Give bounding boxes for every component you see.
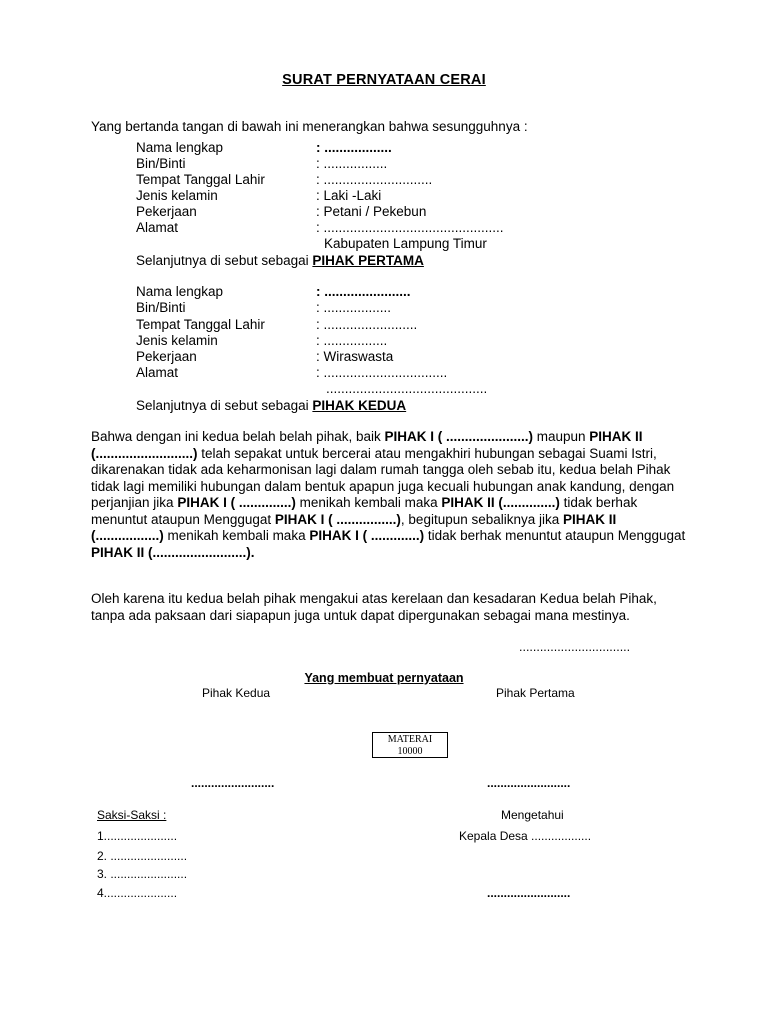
agreement-text: Bahwa dengan ini kedua belah belah pihak, baik [91,429,385,444]
village-head-signature-line: ......................... [487,886,571,900]
party2-job-label: Pekerjaan [136,349,197,364]
agreement-party-ref: PIHAK I ( ..............) [177,495,296,510]
document-title: SURAT PERNYATAAN CERAI [282,72,486,88]
signature-heading: Yang membuat pernyataan [304,671,464,685]
agreement-party-ref: PIHAK II (.................) [91,511,617,543]
party2-designation-prefix: Selanjutnya di sebut sebagai [136,398,313,413]
party1-gender-label: Jenis kelamin [136,188,218,203]
witness-item-1: 1...................... [97,829,178,843]
approval-heading: Mengetahui [501,808,564,822]
agreement-party-ref: PIHAK I ( ................) [274,511,401,527]
party1-job-label: Pekerjaan [136,204,197,219]
party2-bin-label: Bin/Binti [136,300,186,315]
materai-value: 10000 [397,746,423,757]
closing-paragraph: Oleh karena itu kedua belah pihak mengakui atas kerelaan dan kesadaran Kedua belah Pihak, tanpa ada paksaan dari siapapun juga untuk dapat dipergunakan sebagai mana mestinya. [91,591,657,623]
party2-bin-value: : .................. [316,300,392,315]
party1-designation-label: PIHAK PERTAMA [312,253,424,268]
party1-designation [136,253,424,268]
intro-text: Yang bertanda tangan di bawah ini menerangkan bahwa sesungguhnya : [91,119,528,134]
party1-birth-value: : ............................. [316,172,433,187]
party1-bin-label: Bin/Binti [136,156,186,171]
agreement-text: menikah kembali maka [163,528,310,543]
party2-gender-value: : ................. [316,333,388,348]
left-signature-line: ......................... [191,776,275,790]
agreement-text: tidak berhak menuntut ataupun Menggugat [424,528,686,543]
party1-gender-value: : Laki -Laki [316,188,382,203]
party1-address-line2: Kabupaten Lampung Timur [324,236,487,251]
signer-left-label: Pihak Kedua [202,686,271,700]
party2-designation-label: PIHAK KEDUA [312,398,407,413]
agreement-party-ref: PIHAK II (..............) [441,495,560,510]
party1-designation-prefix: Selanjutnya di sebut sebagai [136,253,313,268]
party1-address-value: : ................................................ [316,220,504,235]
materai-label: MATERAI [387,734,433,745]
witness-item-2: 2. ....................... [97,849,188,863]
witness-item-3: 3. ....................... [97,867,188,881]
party1-address-label: Alamat [136,220,179,235]
agreement-text: tidak berhak menuntut ataupun Menggugat [91,495,638,527]
witness-item-4: 4...................... [97,886,178,900]
party2-name-label: Nama lengkap [136,284,224,299]
party1-birth-label: Tempat Tanggal Lahir [136,172,265,187]
village-head-label: Kepala Desa .................. [459,829,592,843]
agreement-text: maupun [533,429,590,444]
party2-designation [136,398,406,413]
party2-name-value: : ....................... [316,284,411,299]
party1-bin-value: : ................. [316,156,388,171]
materai-stamp-box [372,732,448,758]
party1-name-label: Nama lengkap [136,140,224,155]
party2-job-value: : Wiraswasta [316,349,394,364]
party2-address-value: : ................................. [316,365,448,380]
agreement-paragraph [91,429,691,561]
agreement-party-ref: PIHAK II (.........................). [91,544,255,560]
right-signature-line: ......................... [487,776,571,790]
party2-address-label: Alamat [136,365,179,380]
party2-gender-label: Jenis kelamin [136,333,218,348]
party2-address-line2: ........................................... [326,381,488,396]
agreement-text: telah sepakat untuk bercerai atau mengakhiri hubungan sebagai Suami Istri, dikarenakan tidak ada keharmonisan lagi dalam rumah tangga oleh sebab itu, kedua belah Pihak tidak lagi memiliki hubungan dalam bentuk apapun juga kecuali hubungan anak kandung, dengan perjanjian jika [91,445,675,510]
witnesses-heading: Saksi-Saksi : [97,808,167,822]
agreement-text: , begitupun sebaliknya jika [400,511,564,527]
party2-birth-label: Tempat Tanggal Lahir [136,317,265,332]
party1-job-value: : Petani / Pekebun [316,204,427,219]
party2-birth-value: : ......................... [316,317,418,332]
agreement-party-ref: PIHAK II (..........................) [91,429,643,461]
signer-right-label: Pihak Pertama [496,686,575,700]
party1-name-value: : .................. [316,140,392,155]
agreement-text: menikah kembali maka [295,495,442,510]
agreement-party-ref: PIHAK I ( ......................) [384,429,533,444]
agreement-party-ref: PIHAK I ( .............) [309,528,425,543]
date-line: ................................ [519,640,631,654]
